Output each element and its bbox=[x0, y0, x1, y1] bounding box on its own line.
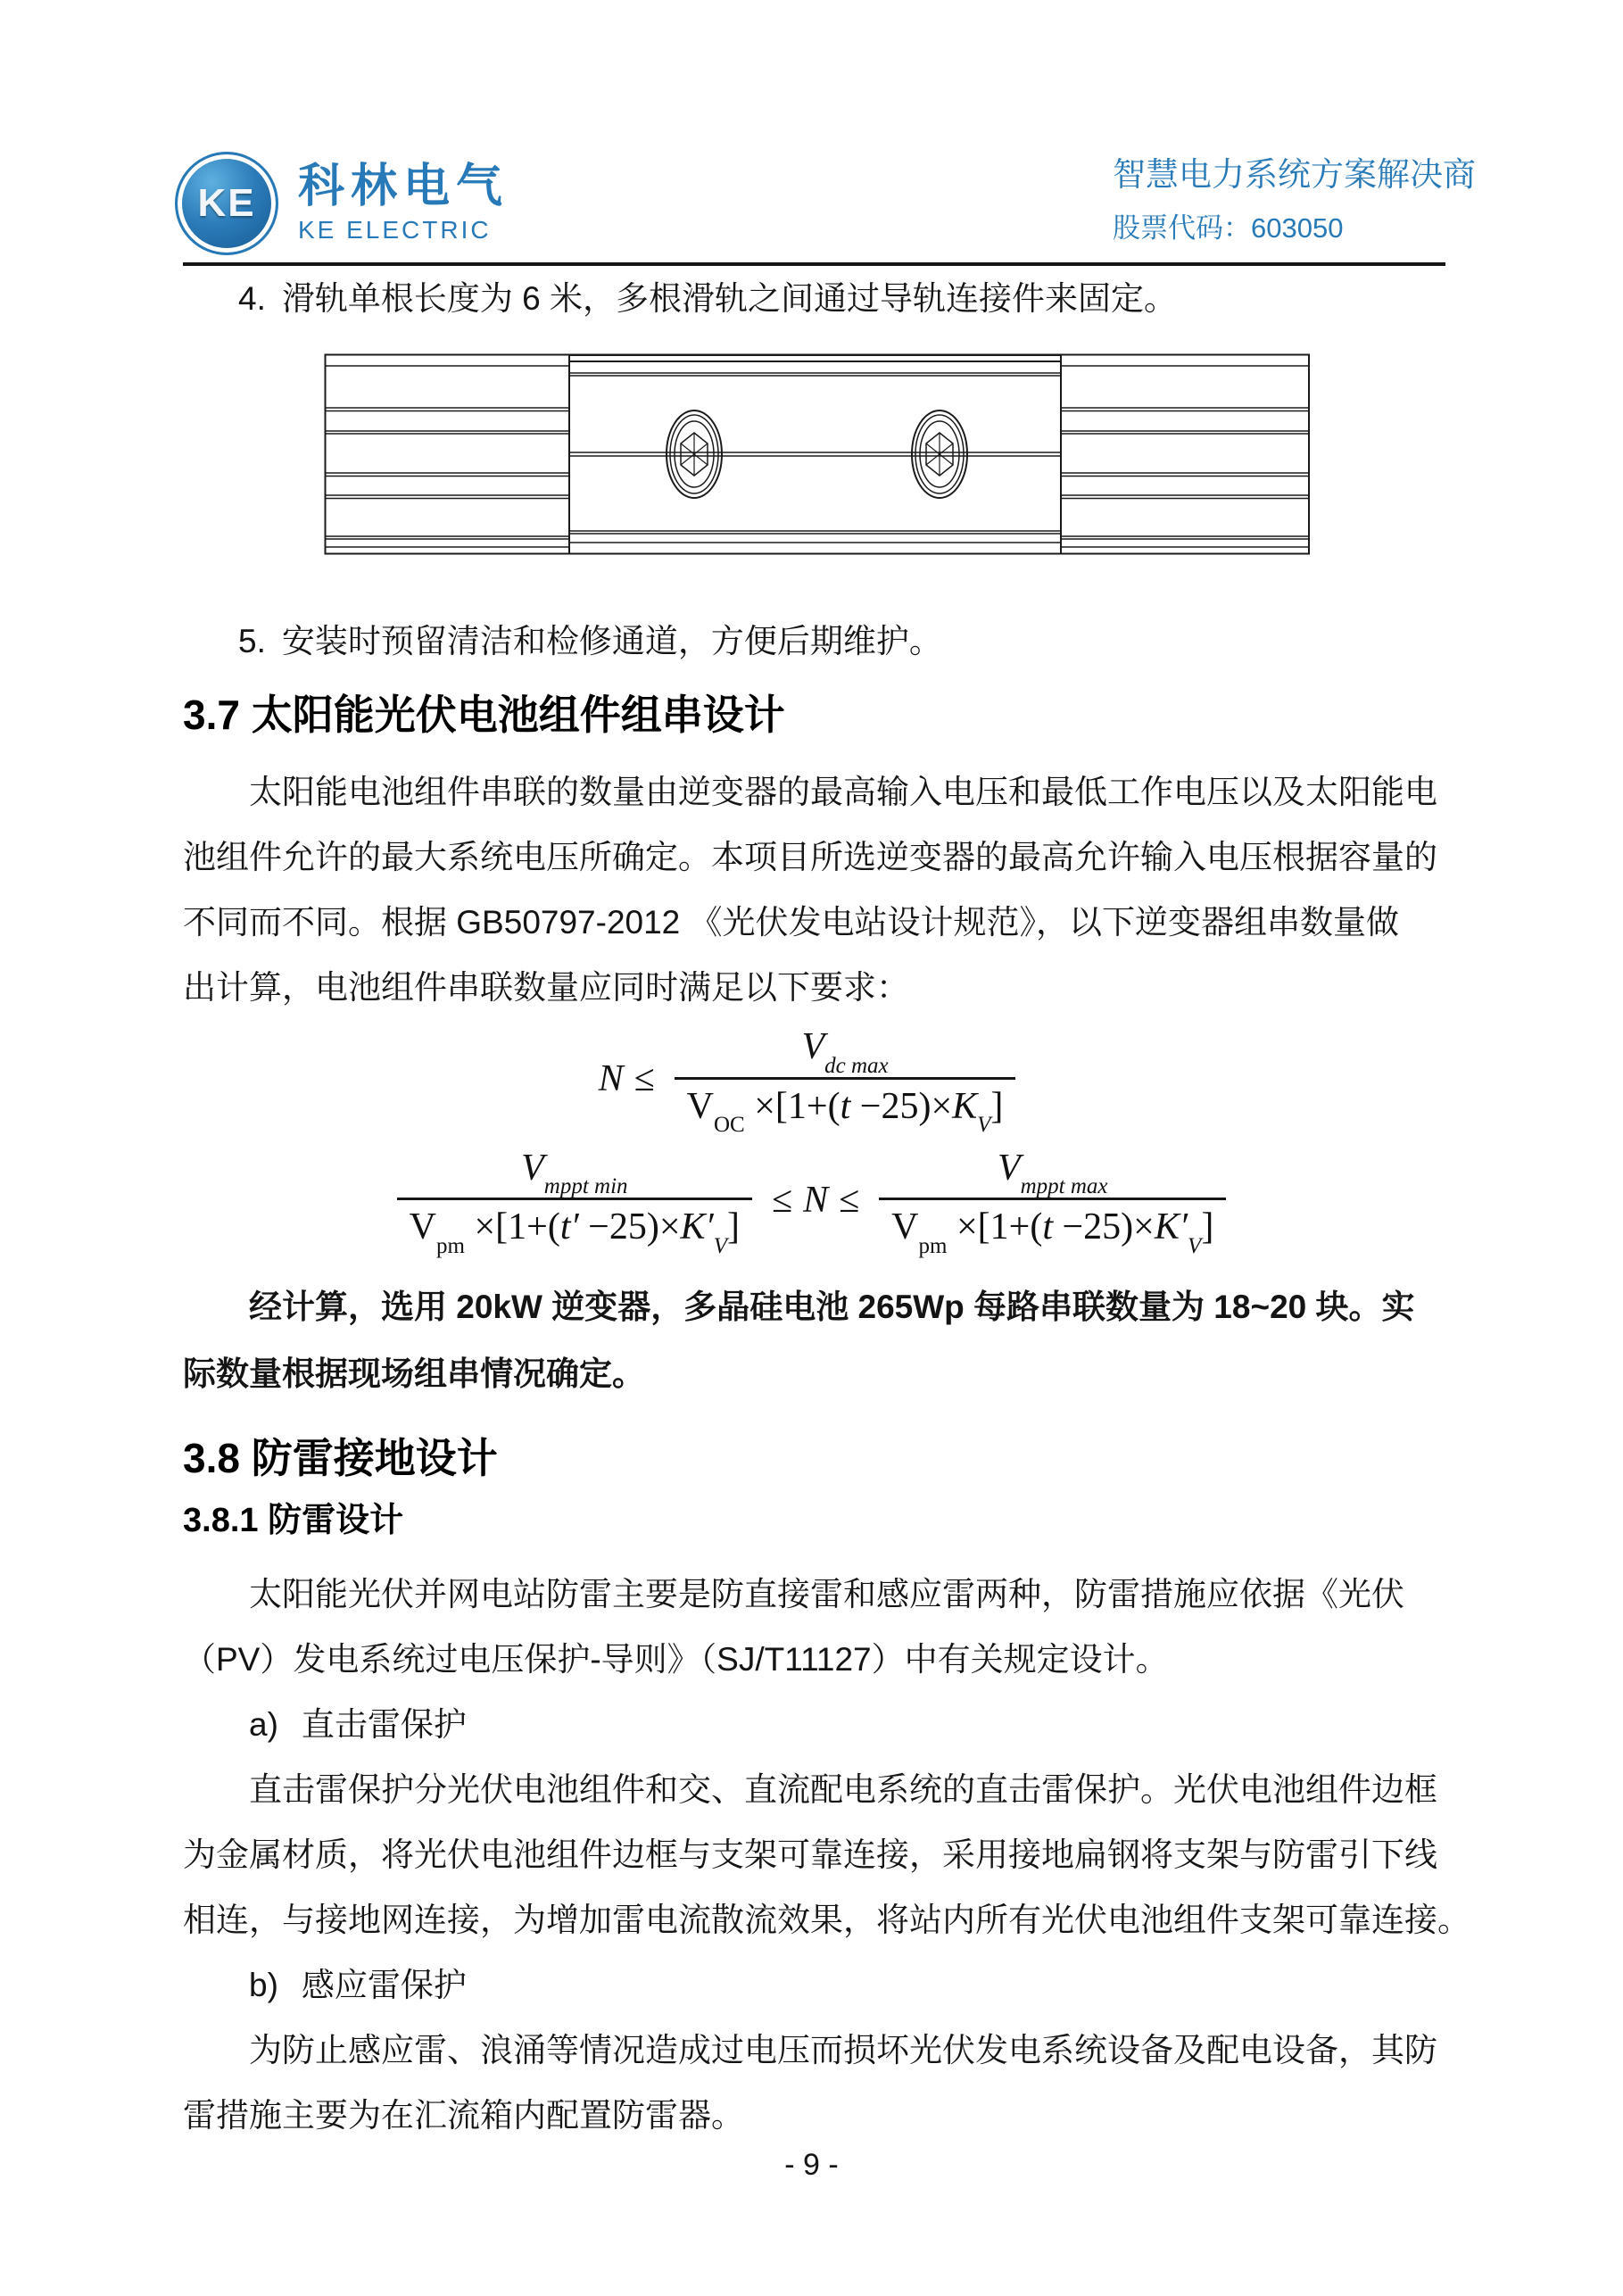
formula-operator: ×[1+( bbox=[744, 1085, 840, 1127]
list-item-b bbox=[183, 1952, 1440, 2018]
list-item-text: 安装时预留清洁和检修通道，方便后期维护。 bbox=[281, 623, 942, 659]
connector-plate bbox=[569, 355, 1061, 554]
stock-code: 股票代码：603050 bbox=[1113, 212, 1344, 245]
left-rail-profile bbox=[326, 355, 570, 554]
fraction-denominator bbox=[879, 1198, 1226, 1258]
formula-variable: N bbox=[598, 1058, 624, 1100]
formula-subscript: OC bbox=[714, 1112, 745, 1137]
formula-variable: t bbox=[1042, 1206, 1053, 1248]
paragraph-line: 太阳能电池组件串联的数量由逆变器的最高输入电压和最低工作电压以及太阳能电 bbox=[249, 774, 1437, 811]
paragraph-line: 直击雷保护分光伏电池组件和交、直流配电系统的直击雷保护。光伏电池组件边框 bbox=[249, 1770, 1437, 1808]
paragraph-line: 经计算，选用 20kW 逆变器，多晶硅电池 265Wp 每路串联数量为 18~20 块。实 bbox=[249, 1288, 1415, 1325]
formula-variable: K′ bbox=[680, 1206, 714, 1248]
formula-variable: V bbox=[686, 1085, 714, 1127]
section-3-8-1-title: 3.8.1 防雷设计 bbox=[183, 1501, 404, 1539]
direct-lightning-paragraph bbox=[183, 1757, 1470, 1952]
list-item-marker: a) bbox=[249, 1705, 278, 1743]
formula-operator: −25)× bbox=[1052, 1206, 1155, 1248]
rail-connector-diagram bbox=[324, 353, 1311, 555]
formula-subscript: dc max bbox=[824, 1053, 889, 1078]
company-name-en: KE ELECTRIC bbox=[298, 216, 492, 245]
formula-subscript: mppt max bbox=[1020, 1174, 1108, 1199]
paragraph-line: 出计算，电池组件串联数量应同时满足以下要求： bbox=[183, 969, 909, 1007]
list-item-5 bbox=[183, 619, 1440, 664]
fraction bbox=[675, 1025, 1016, 1137]
induced-lightning-paragraph bbox=[183, 2018, 1440, 2148]
company-slogan: 智慧电力系统方案解决商 bbox=[1113, 156, 1476, 193]
formula-variable: V bbox=[891, 1206, 919, 1248]
formula-subscript: pm bbox=[436, 1233, 465, 1258]
formula-series-max bbox=[183, 1025, 1440, 1137]
formula-operator: −25)× bbox=[850, 1085, 953, 1127]
fraction bbox=[879, 1147, 1226, 1258]
conclusion-paragraph bbox=[183, 1273, 1440, 1407]
formula-variable: K bbox=[952, 1085, 978, 1127]
formula-bracket: ] bbox=[1201, 1206, 1214, 1248]
formula-subscript: mppt min bbox=[543, 1174, 628, 1199]
list-item-marker: 4. bbox=[238, 280, 266, 317]
section-3-7-paragraph bbox=[183, 759, 1440, 1020]
paragraph-line: （PV）发电系统过电压保护-导则》（SJ/T11127）中有关规定设计。 bbox=[183, 1640, 1169, 1678]
page-body bbox=[0, 277, 1623, 2148]
formula-bracket: ] bbox=[990, 1085, 1004, 1127]
header-slogan-block bbox=[1113, 155, 1476, 245]
formula-subscript: V bbox=[977, 1112, 991, 1137]
formula-variable: t′ bbox=[559, 1206, 579, 1248]
section-3-8-title: 3.8 防雷接地设计 bbox=[183, 1434, 498, 1481]
list-item-marker: b) bbox=[249, 1966, 278, 2003]
list-item-text: 滑轨单根长度为 6 米，多根滑轨之间通过导轨连接件来固定。 bbox=[281, 280, 1177, 317]
paragraph-line: 太阳能光伏并网电站防雷主要是防直接雷和感应雷两种，防雷措施应依据《光伏 bbox=[249, 1575, 1404, 1612]
list-item-text: 感应雷保护 bbox=[301, 1966, 467, 2003]
fraction-numerator bbox=[992, 1147, 1114, 1198]
paragraph-line: 雷措施主要为在汇流箱内配置防雷器。 bbox=[183, 2096, 744, 2134]
company-name-cn: 科林电气 bbox=[298, 160, 509, 212]
header-divider bbox=[183, 262, 1445, 266]
leq-operator: ≤ bbox=[633, 1058, 655, 1100]
formula-variable: V bbox=[801, 1026, 825, 1068]
formula-bracket: ] bbox=[727, 1206, 741, 1248]
page-header bbox=[0, 0, 1623, 255]
paragraph-line: 相连，与接地网连接，为增加雷电流散流效果，将站内所有光伏电池组件支架可靠连接。 bbox=[183, 1901, 1470, 1938]
fraction-numerator bbox=[516, 1147, 633, 1198]
formula-variable: K′ bbox=[1154, 1206, 1188, 1248]
fraction-denominator bbox=[397, 1198, 752, 1258]
paragraph-line: 不同而不同。根据 GB50797-2012 《光伏发电站设计规范》，以下逆变器组串数量做 bbox=[183, 904, 1400, 941]
fraction bbox=[397, 1147, 752, 1258]
list-item-marker: 5. bbox=[238, 623, 266, 659]
lightning-intro-paragraph bbox=[183, 1562, 1440, 1692]
paragraph-line: 际数量根据现场组串情况确定。 bbox=[183, 1355, 645, 1392]
section-3-7-title: 3.7 太阳能光伏电池组件组串设计 bbox=[183, 692, 785, 738]
company-logo-group bbox=[175, 152, 509, 255]
formula-variable: N bbox=[803, 1179, 829, 1221]
list-item-4 bbox=[183, 277, 1440, 321]
formula-operator: −25)× bbox=[578, 1206, 681, 1248]
formula-variable: t bbox=[840, 1085, 851, 1127]
list-item-text: 直击雷保护 bbox=[301, 1705, 467, 1743]
logo-monogram: KE bbox=[197, 181, 256, 225]
rail-connector-drawing bbox=[324, 353, 1311, 555]
fraction-numerator bbox=[796, 1025, 893, 1076]
paragraph-line: 为金属材质，将光伏电池组件边框与支架可靠连接，采用接地扁钢将支架与防雷引下线 bbox=[183, 1836, 1437, 1873]
ke-logo-icon bbox=[175, 152, 278, 255]
formula-variable: V bbox=[521, 1147, 544, 1189]
page-number: - 9 - bbox=[784, 2147, 839, 2182]
right-rail-profile bbox=[1061, 355, 1309, 554]
fraction-denominator bbox=[675, 1077, 1016, 1137]
paragraph-line: 池组件允许的最大系统电压所确定。本项目所选逆变器的最高允许输入电压根据容量的 bbox=[183, 839, 1437, 876]
bolt-icon bbox=[667, 410, 722, 498]
list-item-a bbox=[183, 1692, 1440, 1757]
leq-operator: ≤ bbox=[839, 1179, 860, 1221]
formula-series-range bbox=[183, 1147, 1440, 1258]
leq-operator: ≤ bbox=[772, 1179, 793, 1221]
formula-variable: V bbox=[997, 1147, 1021, 1189]
paragraph-line: 为防止感应雷、浪涌等情况造成过电压而损坏光伏发电系统设备及配电设备，其防 bbox=[249, 2031, 1437, 2068]
formula-subscript: V bbox=[1188, 1233, 1202, 1258]
formula-variable: V bbox=[409, 1206, 436, 1248]
formula-subscript: V bbox=[713, 1233, 728, 1258]
company-name-block bbox=[298, 162, 509, 245]
formula-subscript: pm bbox=[918, 1233, 948, 1258]
formula-operator: ×[1+( bbox=[947, 1206, 1043, 1248]
bolt-icon bbox=[912, 410, 967, 498]
formula-operator: ×[1+( bbox=[464, 1206, 560, 1248]
